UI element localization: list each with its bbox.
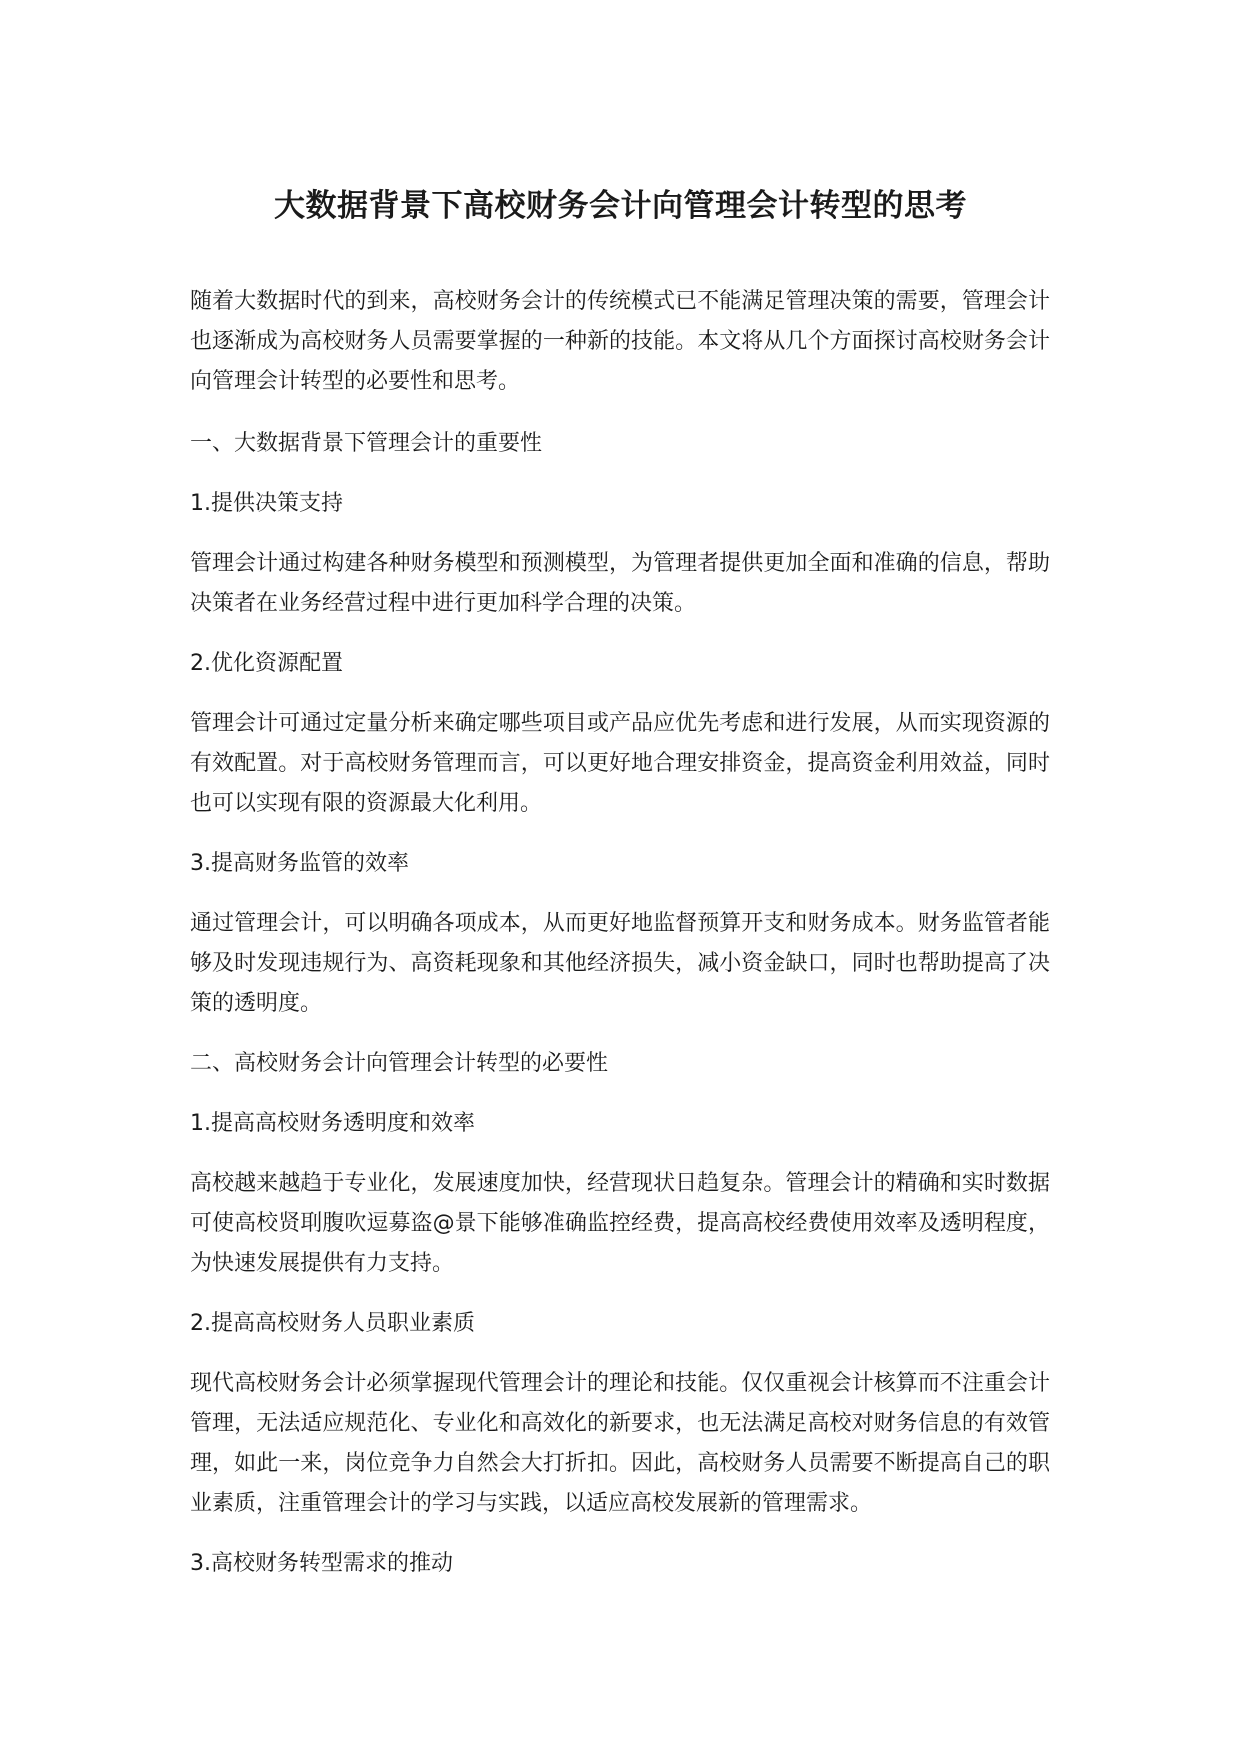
- section-2-item-1-text: 高校越来越趋于专业化，发展速度加快，经营现状日趋复杂。管理会计的精确和实时数据可使高校贤刵腹吹逗募盗@景下能够准确监控经费，提高高校经费使用效率及透明程度，为快速发展提供有力支持。: [190, 1171, 1050, 1276]
- section-1-item-2-text: 管理会计可通过定量分析来确定哪些项目或产品应优先考虑和进行发展，从而实现资源的有效配置。对于高校财务管理而言，可以更好地合理安排资金，提高资金利用效益，同时也可以实现有限的资源最大化利用。: [190, 711, 1050, 816]
- document-title: 大数据背景下高校财务会计向管理会计转型的思考: [274, 188, 967, 224]
- section-2-heading: 二、高校财务会计向管理会计转型的必要性: [190, 1051, 609, 1076]
- section-1-item-3-text: 通过管理会计，可以明确各项成本，从而更好地监督预算开支和财务成本。财务监管者能够及时发现违规行为、高资耗现象和其他经济损失，减小资金缺口，同时也帮助提高了决策的透明度。: [190, 911, 1050, 1016]
- section-2-item-1-heading: 1.提高高校财务透明度和效率: [190, 1111, 475, 1136]
- intro-paragraph: 随着大数据时代的到来，高校财务会计的传统模式已不能满足管理决策的需要，管理会计也逐渐成为高校财务人员需要掌握的一种新的技能。本文将从几个方面探讨高校财务会计向管理会计转型的必要性和思考。: [190, 289, 1050, 394]
- section-2-item-2-text: 现代高校财务会计必须掌握现代管理会计的理论和技能。仅仅重视会计核算而不注重会计管理，无法适应规范化、专业化和高效化的新要求，也无法满足高校对财务信息的有效管理，如此一来，岗位竞争力自然会大打折扣。因此，高校财务人员需要不断提高自己的职业素质，注重管理会计的学习与实践，以适应高校发展新的管理需求。: [190, 1371, 1050, 1516]
- section-2-item-3-heading: 3.高校财务转型需求的推动: [190, 1551, 453, 1576]
- section-1-item-3-heading: 3.提高财务监管的效率: [190, 851, 409, 876]
- section-1-item-1-heading: 1.提供决策支持: [190, 491, 343, 516]
- section-1-item-2-heading: 2.优化资源配置: [190, 651, 343, 676]
- section-2-item-2-heading: 2.提高高校财务人员职业素质: [190, 1311, 475, 1336]
- section-1-item-1-text: 管理会计通过构建各种财务模型和预测模型，为管理者提供更加全面和准确的信息，帮助决策者在业务经营过程中进行更加科学合理的决策。: [190, 551, 1050, 616]
- section-1-heading: 一、大数据背景下管理会计的重要性: [190, 431, 543, 456]
